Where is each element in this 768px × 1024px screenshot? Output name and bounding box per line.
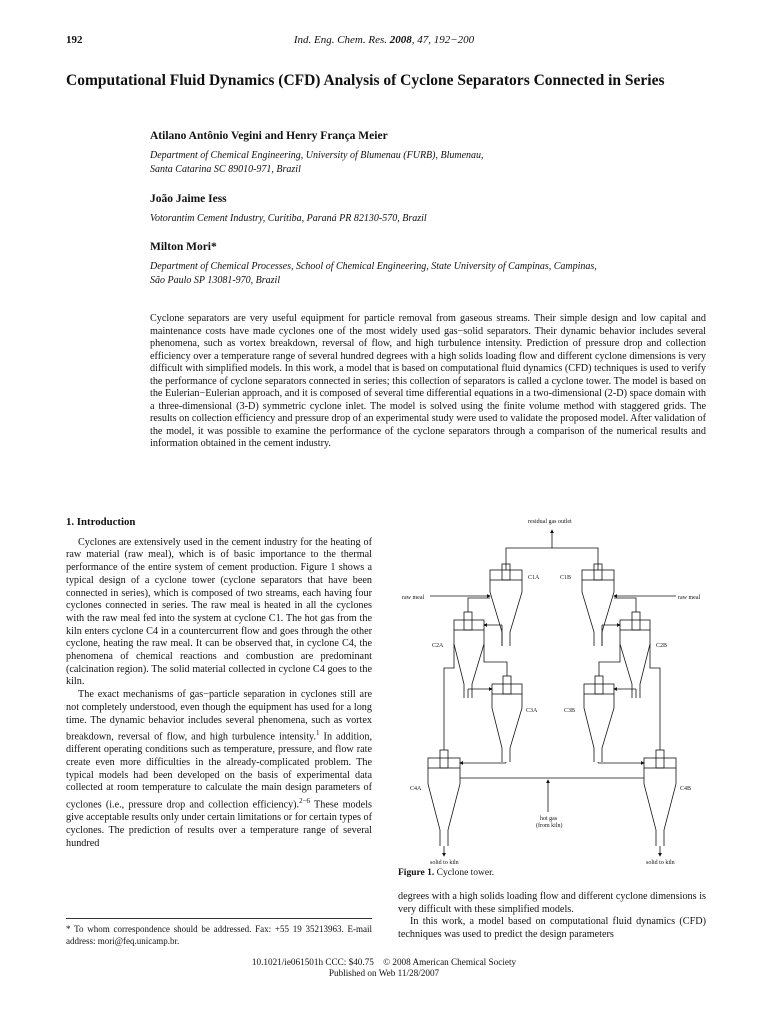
running-header <box>66 34 702 50</box>
page-number: 192 <box>66 34 83 46</box>
reference-marker[interactable]: 2−6 <box>299 797 311 806</box>
paragraph: Cyclones are extensively used in the cement industry for the heating of raw material (raw meal), which is of basic importance to the thermal performance of the entire system of cement production. Figure 1 shows a typical design of a cyclone tower (cyclone separators that have been connected in series), which is composed of two streams, each having four cyclones connected in series. The raw meal is heated in all the cyclones with the raw meal fed into the system at cyclone C1. The hot gas from the kiln enters cyclone C4 in a countercurrent flow and goes through the other cyclone, heating the raw meal. It can be observed that, in cyclone C4, the phenomena of chemical reactions and combustion are predominant (calcination region). The solid material collected in cyclone C4 goes to the kiln. <box>66 536 372 688</box>
right-column-text <box>398 891 706 942</box>
section-heading: 1. Introduction <box>66 516 136 528</box>
residual-gas-outlet-label: residual gas outlet <box>528 519 572 525</box>
solid-to-kiln-label-right: solid to kiln <box>646 860 675 866</box>
author-names: Milton Mori* <box>150 241 217 253</box>
affiliation: Votorantim Cement Industry, Curitiba, Paraná PR 82130-570, Brazil <box>150 213 427 224</box>
publication-date: Published on Web 11/28/2007 <box>328 968 440 978</box>
abstract: Cyclone separators are very useful equipment for particle removal from gaseous streams. Their simple design and low capital and maintenance costs have made cyclones one of the most widely used gas−solid separators. Their dynamic behavior includes several phenomena, such as vortex breakdown, reversal of flow, and high turbulence intensity. Prediction of pressure drop and collection efficiency over a temperature range of several hundred degrees with a high solids loading flow and different cyclone dimensions is very difficult with simplified models. In this work, a model that is based on computational fluid dynamics (CFD) techniques is used to verify the performance of cyclone separators connected in series; this collection of separators is called a cyclone tower. The model is based on the Eulerian−Eulerian approach, and it is composed of several time differential equations in a two-dimensional (2-D) space domain with a three-dimensional (3-D) symmetric cyclone inlet. The model is solved using the finite volume method with staggered grids. The results on collection efficiency and pressure drop of an experimental study were used to validate the proposed model. After validation of the model, it was possible to examine the performance of the cyclone separators through a comparison of the numerical results and information obtained in the cement industry. <box>150 313 706 449</box>
raw-meal-label-left: raw meal <box>402 595 425 601</box>
author-names: João Jaime Iess <box>150 193 227 205</box>
left-column <box>66 516 372 850</box>
raw-meal-label-right: raw meal <box>678 595 701 601</box>
cyclone-tower-diagram <box>398 512 706 868</box>
cyclone-tower-figure <box>398 512 706 868</box>
solid-to-kiln-label-left: solid to kiln <box>430 860 459 866</box>
hot-gas-label: hot gas <box>540 816 558 822</box>
affiliation: Department of Chemical Processes, School of Chemical Engineering, State University of Campinas, Campinas, São Paulo SP 13081-970, Brazil <box>150 261 597 286</box>
author-block-1 <box>150 130 706 177</box>
from-kiln-label: (from kiln) <box>536 823 563 829</box>
cyclone-c1b-label: C1B <box>560 575 572 581</box>
cyclone-c2b-label: C2B <box>656 643 668 649</box>
cyclone-c1a-label: C1A <box>528 575 540 581</box>
paragraph: In this work, a model based on computational fluid dynamics (CFD) techniques was used to predict the design parameters <box>398 916 706 941</box>
author-block-3 <box>150 241 706 288</box>
affiliation: Department of Chemical Engineering, University of Blumenau (FURB), Blumenau, Santa Catarina SC 89010-971, Brazil <box>150 150 484 175</box>
author-block-2 <box>150 193 706 226</box>
author-names: Atilano Antônio Vegini and Henry França Meier <box>150 130 388 142</box>
page-footer <box>0 957 768 979</box>
doi-copyright: 10.1021/ie061501h CCC: $40.75 © 2008 American Chemical Society <box>251 957 517 967</box>
reference-marker[interactable]: 1 <box>316 729 320 738</box>
paragraph: The exact mechanisms of gas−particle separation in cyclones still are not completely understood, even though the equipment has used for a long time. The dynamic behavior includes several phenomena, such as vortex breakdown, reversal of flow, and high turbulence intensity.$^1$ In addition, different operating conditions such as temperature, pressure, and flow rate create even more difficulties in the already-complicated problem. The typical models had been developed on the basis of experimental data collected at room temperature to calculate the main design parameters of cyclones (i.e., pressure drop and collection efficiency).$^{2-6}$ These models give acceptable results only under certain limitations or for certain types of cyclones. The prediction of results over a temperature range of several hundred <box>66 689 372 849</box>
cyclone-c4b-label: C4B <box>680 786 692 792</box>
cyclone-c3a-label: C3A <box>526 708 538 714</box>
journal-citation: Ind. Eng. Chem. Res. 2008, 47, 192−200 <box>293 34 475 46</box>
figure-caption: Figure 1. Cyclone tower. <box>398 868 495 878</box>
paragraph: degrees with a high solids loading flow and different cyclone dimensions is very difficult with these simplified models. <box>398 891 706 915</box>
cyclone-c3b-label: C3B <box>564 708 576 714</box>
paper-title: Computational Fluid Dynamics (CFD) Analysis of Cyclone Separators Connected in Series <box>66 72 665 89</box>
footnote-divider <box>66 918 372 919</box>
cyclone-c4a-label: C4A <box>410 786 422 792</box>
cyclone-c2a-label: C2A <box>432 643 444 649</box>
correspondence-footnote: * To whom correspondence should be addressed. Fax: +55 19 35213963. E-mail address: mori@feq.unicamp.br. <box>66 924 372 946</box>
